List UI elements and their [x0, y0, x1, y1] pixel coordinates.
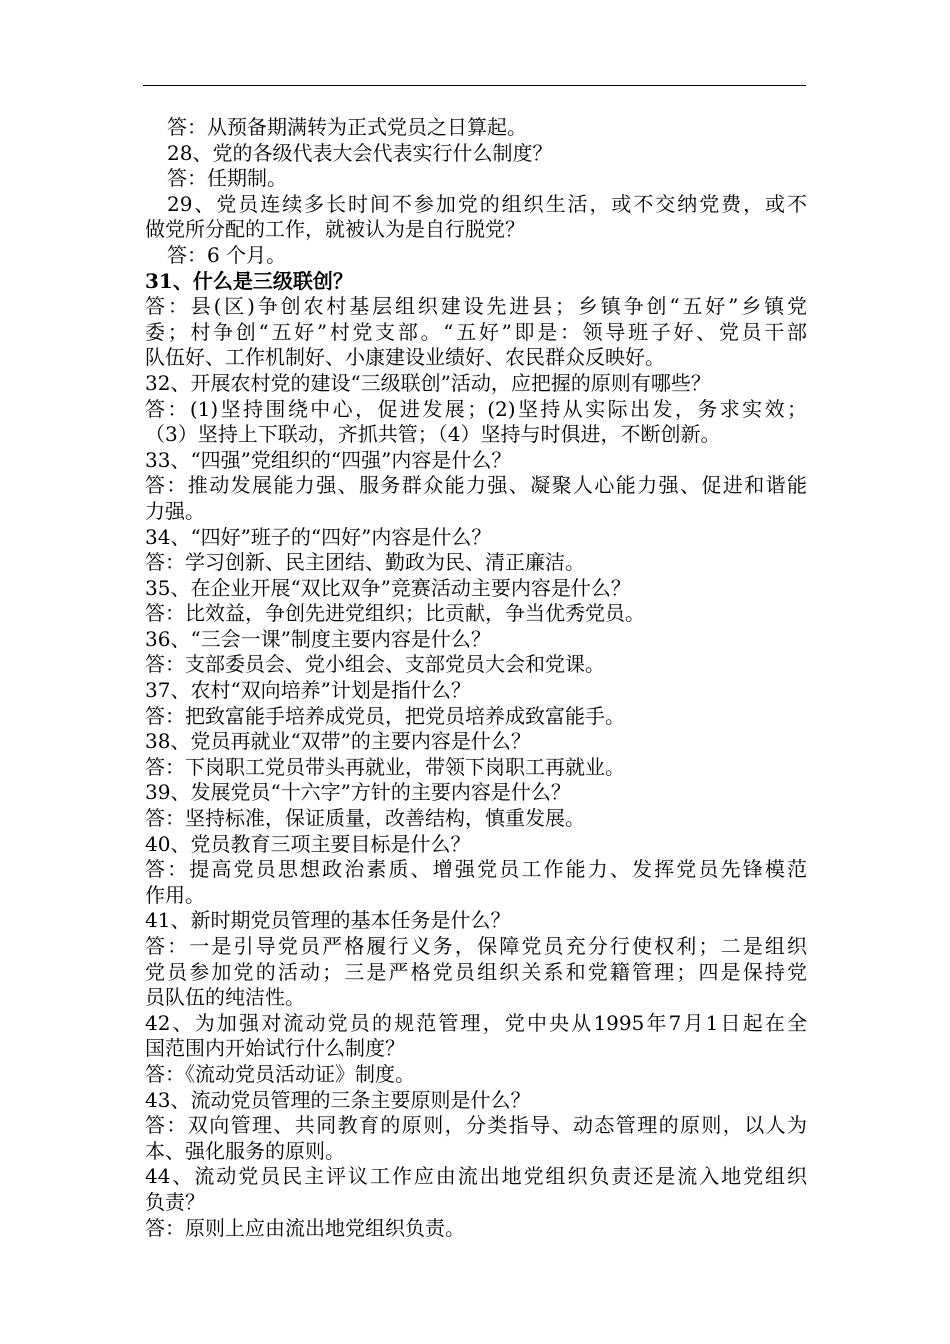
text-line: 34、“四好”班子的“四好”内容是什么？ — [145, 524, 492, 549]
document-body — [145, 115, 807, 1241]
text-line: 党员参加党的活动；三是严格党员组织关系和党籍管理；四是保持党 — [145, 959, 807, 984]
text-line: 29、党员连续多长时间不参加党的组织生活，或不交纳党费，或不 — [167, 191, 807, 216]
text-line: 答：原则上应由流出地党组织负责。 — [145, 1215, 465, 1240]
text-line: 做党所分配的工作，就被认为是自行脱党？ — [145, 217, 525, 242]
text-line: 答：6 个月。 — [167, 242, 287, 267]
text-line: 答：比效益，争创先进党组织；比贡献，争当优秀党员。 — [145, 601, 645, 626]
text-line: 答：支部委员会、党小组会、支部党员大会和党课。 — [145, 652, 605, 677]
text-line: 43、流动党员管理的三条主要原则是什么？ — [145, 1087, 531, 1112]
text-line: 答：坚持标准，保证质量，改善结构，慎重发展。 — [145, 806, 585, 831]
header-rule — [143, 85, 806, 86]
text-line: 答：从预备期满转为正式党员之日算起。 — [167, 115, 527, 139]
text-line: 37、农村“双向培养”计划是指什么？ — [145, 678, 471, 703]
text-line: 28、党的各级代表大会代表实行什么制度？ — [167, 140, 553, 165]
text-line: 38、党员再就业“双带”的主要内容是什么？ — [145, 729, 531, 754]
text-line: 答：一是引导党员严格履行义务，保障党员充分行使权利；二是组织 — [145, 934, 807, 958]
text-line: 41、新时期党员管理的基本任务是什么？ — [145, 908, 511, 933]
text-line: 答：推动发展能力强、服务群众能力强、凝聚人心能力强、促进和谐能 — [145, 473, 807, 498]
text-line: 答：(1)坚持围绕中心，促进发展；(2)坚持从实际出发，务求实效； — [145, 396, 807, 421]
text-line: 答：《流动党员活动证》制度。 — [145, 1061, 415, 1086]
text-line: 力强。 — [145, 498, 205, 523]
text-line: 32、开展农村党的建设“三级联创”活动，应把握的原则有哪些？ — [145, 370, 711, 395]
text-line: 33、“四强”党组织的“四强”内容是什么？ — [145, 447, 512, 472]
text-line: 答：双向管理、共同教育的原则，分类指导、动态管理的原则，以人为 — [145, 1113, 807, 1138]
text-line: （3）坚持上下联动，齐抓共管；（4）坚持与时俱进，不断创新。 — [145, 422, 721, 447]
text-line: 委；村争创“五好”村党支部。“五好”即是：领导班子好、党员干部 — [145, 319, 807, 344]
text-line: 作用。 — [145, 882, 205, 907]
text-line: 40、党员教育三项主要目标是什么？ — [145, 831, 471, 856]
text-line: 31、什么是三级联创？ — [145, 268, 353, 293]
text-line: 答：提高党员思想政治素质、增强党员工作能力、发挥党员先锋模范 — [145, 857, 807, 882]
text-line: 答：任期制。 — [167, 166, 287, 191]
text-line: 36、“三会一课”制度主要内容是什么？ — [145, 626, 491, 651]
text-line: 员队伍的纯洁性。 — [145, 985, 305, 1010]
text-line: 答：把致富能手培养成党员，把党员培养成致富能手。 — [145, 703, 625, 728]
text-line: 44、流动党员民主评议工作应由流出地党组织负责还是流入地党组织 — [145, 1164, 807, 1189]
text-line: 答：下岗职工党员带头再就业，带领下岗职工再就业。 — [145, 754, 625, 779]
text-line: 国范围内开始试行什么制度？ — [145, 1036, 405, 1061]
text-line: 35、在企业开展“双比双争”竞赛活动主要内容是什么？ — [145, 575, 631, 600]
text-line: 答：学习创新、民主团结、勤政为民、清正廉洁。 — [145, 550, 585, 575]
text-line: 答：县(区)争创农村基层组织建设先进县；乡镇争创“五好”乡镇党 — [145, 294, 807, 319]
text-line: 42、为加强对流动党员的规范管理，党中央从1995年7月1日起在全 — [145, 1010, 807, 1035]
text-line: 负责？ — [145, 1189, 205, 1214]
text-line: 本、强化服务的原则。 — [145, 1138, 345, 1163]
text-line: 39、发展党员“十六字”方针的主要内容是什么？ — [145, 780, 571, 805]
text-line: 队伍好、工作机制好、小康建设业绩好、农民群众反映好。 — [145, 345, 665, 370]
